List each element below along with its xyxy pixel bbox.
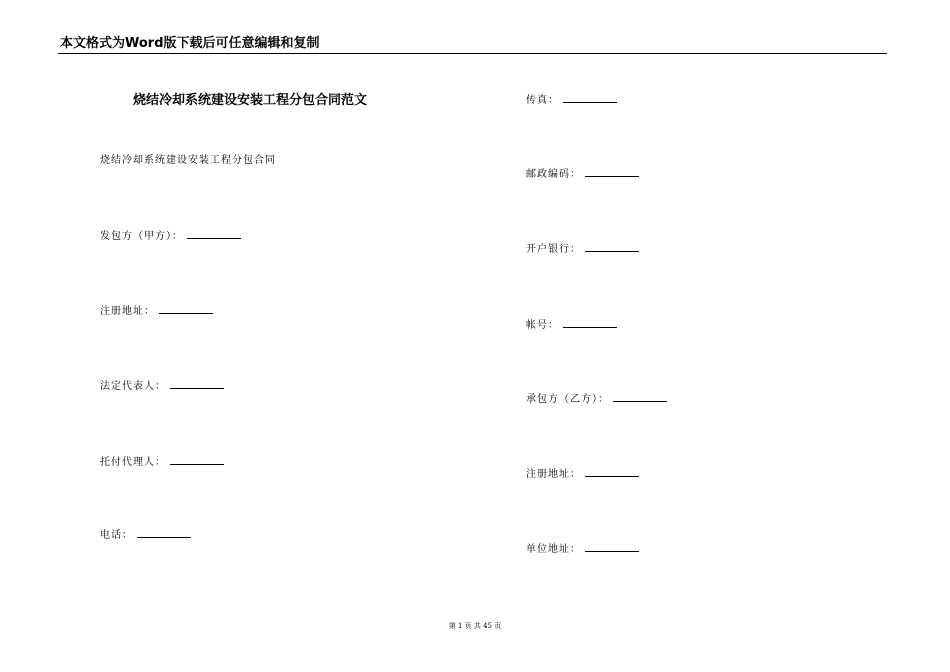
fill-in-blank <box>137 528 191 538</box>
fill-in-blank <box>563 318 617 328</box>
field-postal-code <box>526 167 639 182</box>
field-registered-address <box>100 304 213 319</box>
document-subtitle: 烧结冷却系统建设安装工程分包合同 <box>100 155 276 166</box>
fill-in-blank <box>159 304 213 314</box>
page-header: 本文格式为Word版下载后可任意编辑和复制 <box>60 36 320 51</box>
field-fax <box>526 93 617 108</box>
fill-in-blank <box>170 455 224 465</box>
field-legal-representative <box>100 379 224 394</box>
field-label: 注册地址： <box>526 469 581 480</box>
fill-in-blank <box>585 542 639 552</box>
page-number: 第 1 页 共 45 页 <box>448 622 502 630</box>
field-label: 托付代理人： <box>100 457 166 468</box>
fill-in-blank <box>187 229 241 239</box>
field-registered-address-b <box>526 467 639 482</box>
field-label: 帐号： <box>526 320 559 331</box>
field-label: 电话： <box>100 530 133 541</box>
document-title: 烧结冷却系统建设安装工程分包合同范文 <box>133 93 368 108</box>
field-contractor-party-a <box>100 229 241 244</box>
fill-in-blank <box>170 379 224 389</box>
header-divider <box>58 53 887 54</box>
field-label: 邮政编码： <box>526 169 581 180</box>
field-authorized-agent <box>100 455 224 470</box>
fill-in-blank <box>585 167 639 177</box>
field-account-number <box>526 318 617 333</box>
field-label: 承包方（乙方）： <box>526 394 609 405</box>
field-company-address <box>526 542 639 557</box>
field-label: 注册地址： <box>100 306 155 317</box>
field-label: 传真： <box>526 95 559 106</box>
field-bank <box>526 242 639 257</box>
field-telephone <box>100 528 191 543</box>
fill-in-blank <box>585 242 639 252</box>
field-subcontractor-party-b <box>526 392 667 407</box>
field-label: 法定代表人： <box>100 381 166 392</box>
fill-in-blank <box>563 93 617 103</box>
field-label: 单位地址： <box>526 544 581 555</box>
field-label: 发包方（甲方）： <box>100 231 183 242</box>
field-label: 开户银行： <box>526 244 581 255</box>
fill-in-blank <box>613 392 667 402</box>
fill-in-blank <box>585 467 639 477</box>
